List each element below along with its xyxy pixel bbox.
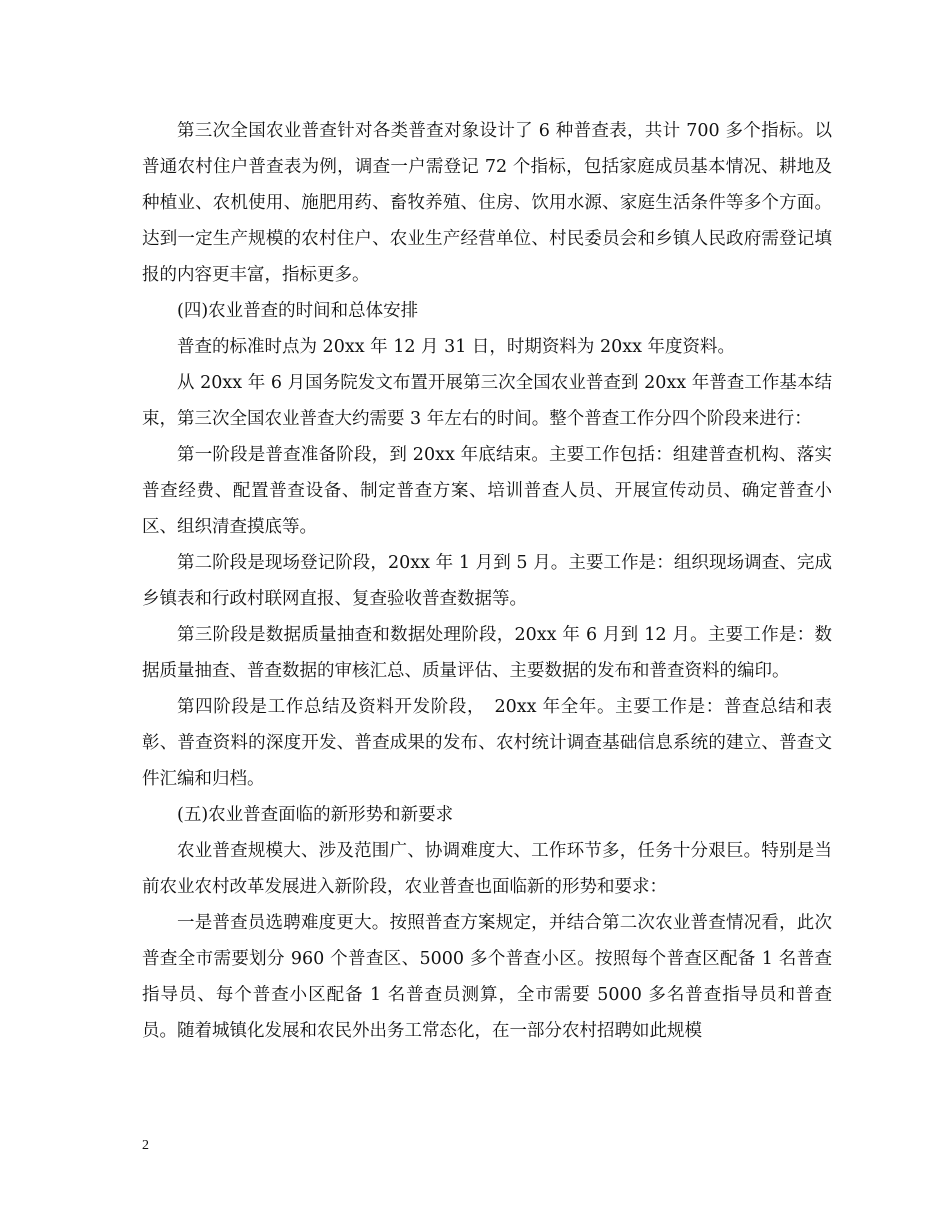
paragraph-stage-three: 第三阶段是数据质量抽查和数据处理阶段，20xx 年 6 月到 12 月。主要工作是：数据质量抽查、普查数据的审核汇总、质量评估、主要数据的发布和普查资料的编印。	[142, 625, 832, 681]
paragraph-stage-two: 第二阶段是现场登记阶段，20xx 年 1 月到 5 月。主要工作是：组织现场调查、完成乡镇表和行政村联网直报、复查验收普查数据等。	[142, 553, 832, 609]
paragraph-challenges: 农业普查规模大、涉及范围广、协调难度大、工作环节多，任务十分艰巨。特别是当前农业农村改革发展进入新阶段，农业普查也面临新的形势和要求：	[142, 841, 832, 897]
document-body	[142, 113, 832, 1049]
paragraph-reference-time: 普查的标准时点为 20xx 年 12 月 31 日，时期资料为 20xx 年度资料。	[177, 337, 736, 357]
paragraph-stage-one: 第一阶段是普查准备阶段，到 20xx 年底结束。主要工作包括：组建普查机构、落实普查经费、配置普查设备、制定普查方案、培训普查人员、开展宣传动员、确定普查小区、组织清查摸底等。	[142, 445, 832, 537]
page-number: 2	[142, 1138, 149, 1153]
section-heading-new-situation: (五)农业普查面临的新形势和新要求	[177, 805, 454, 825]
section-heading-schedule: (四)农业普查的时间和总体安排	[177, 301, 419, 321]
paragraph-survey-forms: 第三次全国农业普查针对各类普查对象设计了 6 种普查表，共计 700 多个指标。以普通农村住户普查表为例，调查一户需登记 72 个指标，包括家庭成员基本情况、耕地及种植业、农机使用、施肥用药、畜牧养殖、住房、饮用水源、家庭生活条件等多个方面。达到一定生产规模的农村住户、农业生产经营单位、村民委员会和乡镇人民政府需登记填报的内容更丰富，指标更多。	[142, 121, 832, 285]
paragraph-overall-timeline: 从 20xx 年 6 月国务院发文布置开展第三次全国农业普查到 20xx 年普查工作基本结束，第三次全国农业普查大约需要 3 年左右的时间。整个普查工作分四个阶段来进行：	[142, 373, 832, 429]
paragraph-stage-four: 第四阶段是工作总结及资料开发阶段， 20xx 年全年。主要工作是：普查总结和表彰、普查资料的深度开发、普查成果的发布、农村统计调查基础信息系统的建立、普查文件汇编和归档。	[142, 697, 832, 789]
paragraph-enumerator-recruitment: 一是普查员选聘难度更大。按照普查方案规定，并结合第二次农业普查情况看，此次普查全市需要划分 960 个普查区、5000 多个普查小区。按照每个普查区配备 1 名普查指导员、每个普查小区配备 1 名普查员测算，全市需要 5000 多名普查指导员和普查员。随着城镇化发展和农民外出务工常态化，在一部分农村招聘如此规模	[142, 913, 832, 1041]
